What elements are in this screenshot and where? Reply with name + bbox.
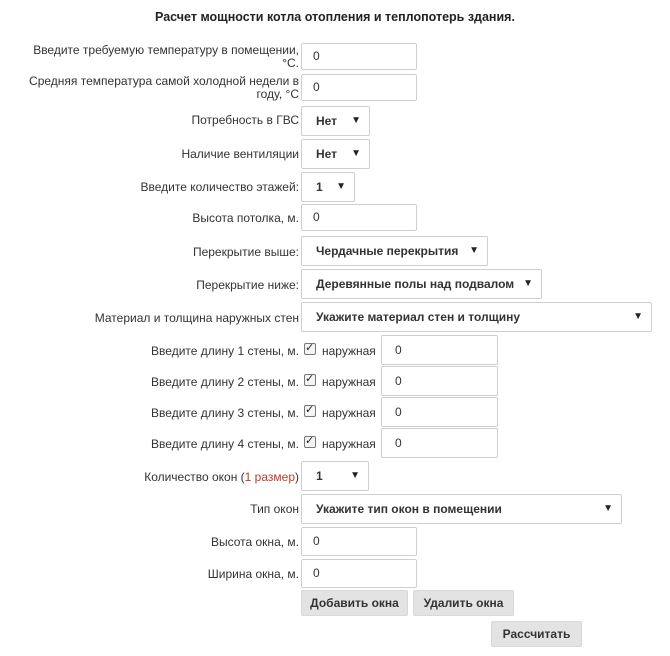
- floors-value: 1: [316, 180, 323, 194]
- page-title: Расчет мощности котла отопления и теплопотерь здания.: [155, 10, 515, 24]
- windows-count-value: 1: [316, 469, 323, 483]
- floor-below-select[interactable]: [301, 269, 542, 299]
- windows-count-select[interactable]: [301, 461, 369, 491]
- wall-material-select[interactable]: [301, 302, 652, 332]
- ventilation-select[interactable]: [301, 139, 370, 169]
- window-width-label: Ширина окна, м.: [207, 567, 299, 581]
- floor-below-label: Перекрытие ниже:: [196, 278, 299, 292]
- window-height-input[interactable]: 0: [301, 527, 417, 556]
- wall-4-label: Введите длину 4 стены, м.: [151, 437, 299, 451]
- wall-3-label: Введите длину 3 стены, м.: [151, 406, 299, 420]
- wall-1-checkbox[interactable]: [304, 343, 316, 355]
- chevron-down-icon: ▼: [523, 278, 533, 289]
- ventilation-value: Нет: [316, 147, 338, 161]
- chevron-down-icon: ▼: [351, 115, 361, 126]
- floor-below-value: Деревянные полы над подвалом: [316, 277, 515, 291]
- wall-material-label: Материал и толщина наружных стен: [94, 311, 299, 325]
- ceiling-above-select[interactable]: [301, 236, 488, 266]
- chevron-down-icon: ▼: [350, 470, 360, 481]
- chevron-down-icon: ▼: [351, 148, 361, 159]
- window-type-label: Тип окон: [250, 502, 299, 516]
- calculate-button[interactable]: Рассчитать: [491, 621, 582, 647]
- windows-size-link: 1 размер: [244, 470, 295, 484]
- floors-select[interactable]: [301, 172, 355, 202]
- ventilation-label: Наличие вентиляции: [181, 147, 299, 161]
- wall-2-length-input[interactable]: 0: [381, 366, 498, 396]
- wall-3-length-input[interactable]: 0: [381, 397, 498, 427]
- wall-3-checkbox[interactable]: [304, 405, 316, 417]
- wall-4-checkbox-label: наружная: [322, 437, 376, 451]
- wall-1-checkbox-label: наружная: [322, 344, 376, 358]
- checkmark-icon: ✓: [305, 373, 315, 385]
- wall-2-label: Введите длину 2 стены, м.: [151, 375, 299, 389]
- wall-4-length-input[interactable]: 0: [381, 428, 498, 458]
- wall-2-checkbox[interactable]: [304, 374, 316, 386]
- chevron-down-icon: ▼: [633, 311, 643, 322]
- room-temp-input[interactable]: 0: [301, 43, 417, 70]
- window-width-input[interactable]: 0: [301, 559, 417, 588]
- ceiling-above-value: Чердачные перекрытия: [316, 244, 459, 258]
- wall-1-label: Введите длину 1 стены, м.: [151, 344, 299, 358]
- checkmark-icon: ✓: [305, 404, 315, 416]
- floors-label: Введите количество этажей:: [140, 180, 299, 194]
- wall-2-checkbox-label: наружная: [322, 375, 376, 389]
- hot-water-label: Потребность в ГВС: [191, 113, 299, 127]
- windows-count-label: Количество окон (1 размер): [144, 470, 299, 484]
- window-height-label: Высота окна, м.: [210, 535, 299, 549]
- chevron-down-icon: ▼: [469, 245, 479, 256]
- chevron-down-icon: ▼: [603, 503, 613, 514]
- window-type-value: Укажите тип окон в помещении: [316, 502, 502, 516]
- checkmark-icon: ✓: [305, 342, 315, 354]
- wall-material-value: Укажите материал стен и толщину: [316, 310, 521, 324]
- remove-windows-button[interactable]: Удалить окна: [413, 590, 514, 616]
- room-temp-label: Введите требуемую температуру в помещении, °С.: [33, 43, 299, 70]
- hot-water-select[interactable]: [301, 106, 370, 136]
- ceiling-height-label: Высота потолка, м.: [192, 211, 299, 225]
- cold-week-temp-input[interactable]: 0: [301, 74, 417, 101]
- hot-water-value: Нет: [316, 114, 338, 128]
- wall-1-length-input[interactable]: 0: [381, 335, 498, 365]
- ceiling-above-label: Перекрытие выше:: [192, 245, 299, 259]
- wall-4-checkbox[interactable]: [304, 436, 316, 448]
- add-windows-button[interactable]: Добавить окна: [301, 590, 408, 616]
- window-type-select[interactable]: [301, 494, 622, 524]
- cold-week-temp-label: Средняя температура самой холодной недели в году, °С: [29, 74, 299, 101]
- chevron-down-icon: ▼: [336, 181, 346, 192]
- ceiling-height-input[interactable]: 0: [301, 204, 417, 231]
- wall-3-checkbox-label: наружная: [322, 406, 376, 420]
- checkmark-icon: ✓: [305, 435, 315, 447]
